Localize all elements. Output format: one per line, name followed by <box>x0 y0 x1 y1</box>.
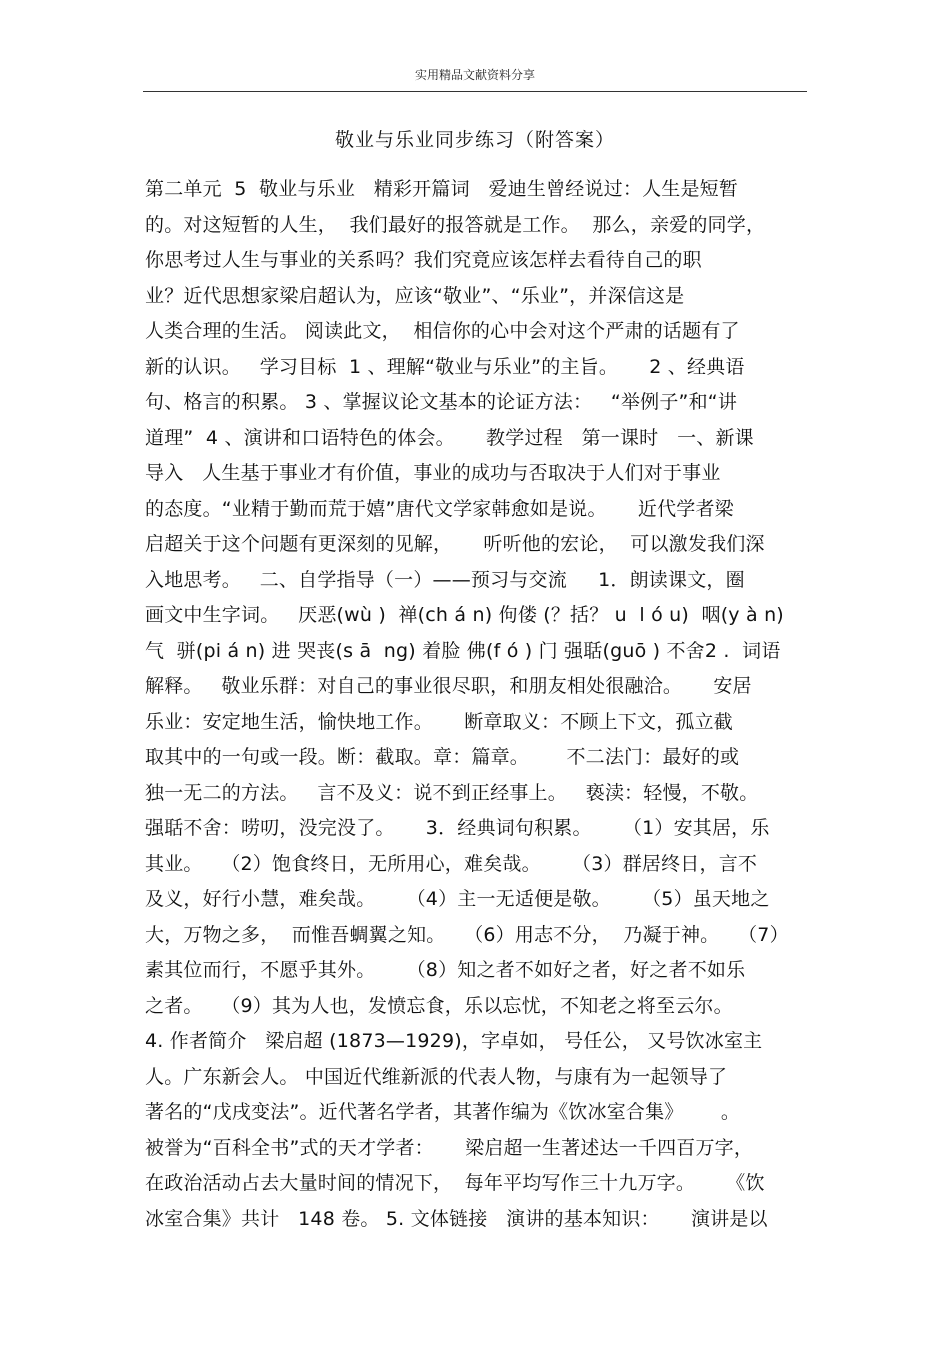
text-line: 人。广东新会人。 中国近代维新派的代表人物，与康有为一起领导了 <box>145 1065 728 1088</box>
text-line: 独一无二的方法。 言不及义：说不到正经事上。 亵渎：轻慢，不敬。 <box>145 781 759 804</box>
header-divider <box>143 91 807 92</box>
text-line: 人类合理的生活。 阅读此文， 相信你的心中会对这个严肃的话题有了 <box>145 320 740 342</box>
text-line: 导入 人生基于事业才有价值，事业的成功与否取决于人们对于事业 <box>145 462 721 484</box>
text-line: 画文中生字词。 厌恶(wù ) 禅(ch á n) 佝偻 (？括？ u l ó u) 咽(y à n) <box>145 604 784 626</box>
text-line: 被誉为“百科全书”式的天才学者： 梁启超一生著述达一千四百万字， <box>145 1136 754 1159</box>
text-line: 4. 作者简介 梁启超 (1873—1929)，字卓如， 号任公， 又号饮冰室主 <box>145 1030 763 1052</box>
text-line: 的。对这短暂的人生， 我们最好的报答就是工作。 那么，亲爱的同学， <box>145 213 766 236</box>
text-line: 第二单元 5 敬业与乐业 精彩开篇词 爱迪生曾经说过：人生是短暂 <box>145 178 739 200</box>
text-line: 气 骈(pi á n) 进 哭丧(s ā ng) 着脸 佛(f ó ) 门 强聒(guō ) 不舍2 . 词语 <box>145 639 781 662</box>
text-line: 著名的“戊戌变法”。近代著名学者，其著作编为《饮冰室合集》 。 <box>145 1101 741 1123</box>
page-header: 实用精品文献资料分享 <box>414 68 535 82</box>
document-body <box>145 172 825 1237</box>
text-line: 冰室合集》共计 148 卷。 5. 文体链接 演讲的基本知识： 演讲是以 <box>145 1207 768 1230</box>
text-line: 的态度。“业精于勤而荒于嬉”唐代文学家韩愈如是说。 近代学者梁 <box>145 497 734 520</box>
text-line: 取其中的一句或一段。断：截取。章：篇章。 不二法门：最好的或 <box>145 746 740 768</box>
text-line: 素其位而行，不愿乎其外。 （8）知之者不如好之者，好之者不如乐 <box>145 959 746 981</box>
text-line: 入地思考。 二、自学指导（一）——预习与交流 1．朗读课文，圈 <box>145 568 745 591</box>
document-title: 敬业与乐业同步练习（附答案） <box>334 129 615 151</box>
text-line: 在政治活动占去大量时间的情况下， 每年平均写作三十九万字。 《饮 <box>145 1172 765 1194</box>
text-line: 其业。 （2）饱食终日，无所用心，难矣哉。 （3）群居终日，言不 <box>145 852 758 875</box>
text-line: 及义，好行小慧，难矣哉。 （4）主一无适便是敬。 （5）虽天地之 <box>145 888 770 910</box>
text-line: 大，万物之多， 而惟吾蜩翼之知。 （6）用志不分， 乃凝于神。 （7） <box>145 923 789 946</box>
text-line: 你思考过人生与事业的关系吗？我们究竟应该怎样去看待自己的职 <box>145 249 702 271</box>
text-line: 道理” 4 、演讲和口语特色的体会。 教学过程 第一课时 一、新课 <box>145 426 754 449</box>
text-line: 之者。 （9）其为人也，发愤忘食，乐以忘忧，不知老之将至云尔。 <box>145 994 733 1017</box>
text-line: 解释。 敬业乐群：对自己的事业很尽职，和朋友相处很融洽。 安居 <box>145 675 752 697</box>
text-line: 强聒不舍：唠叨，没完没了。 3．经典词句积累。 （1）安其居，乐 <box>145 817 770 839</box>
text-line: 句、格言的积累。 3 、掌握议论文基本的论证方法： “举例子”和“讲 <box>145 391 738 413</box>
text-line: 乐业：安定地生活，愉快地工作。 断章取义：不顾上下文，孤立截 <box>145 710 733 733</box>
text-line: 业？近代思想家梁启超认为，应该“敬业”、“乐业”，并深信这是 <box>145 284 685 307</box>
text-line: 启超关于这个问题有更深刻的见解， 听听他的宏论， 可以激发我们深 <box>145 533 765 555</box>
text-line: 新的认识。 学习目标 1 、理解“敬业与乐业”的主旨。 2 、经典语 <box>145 355 745 378</box>
